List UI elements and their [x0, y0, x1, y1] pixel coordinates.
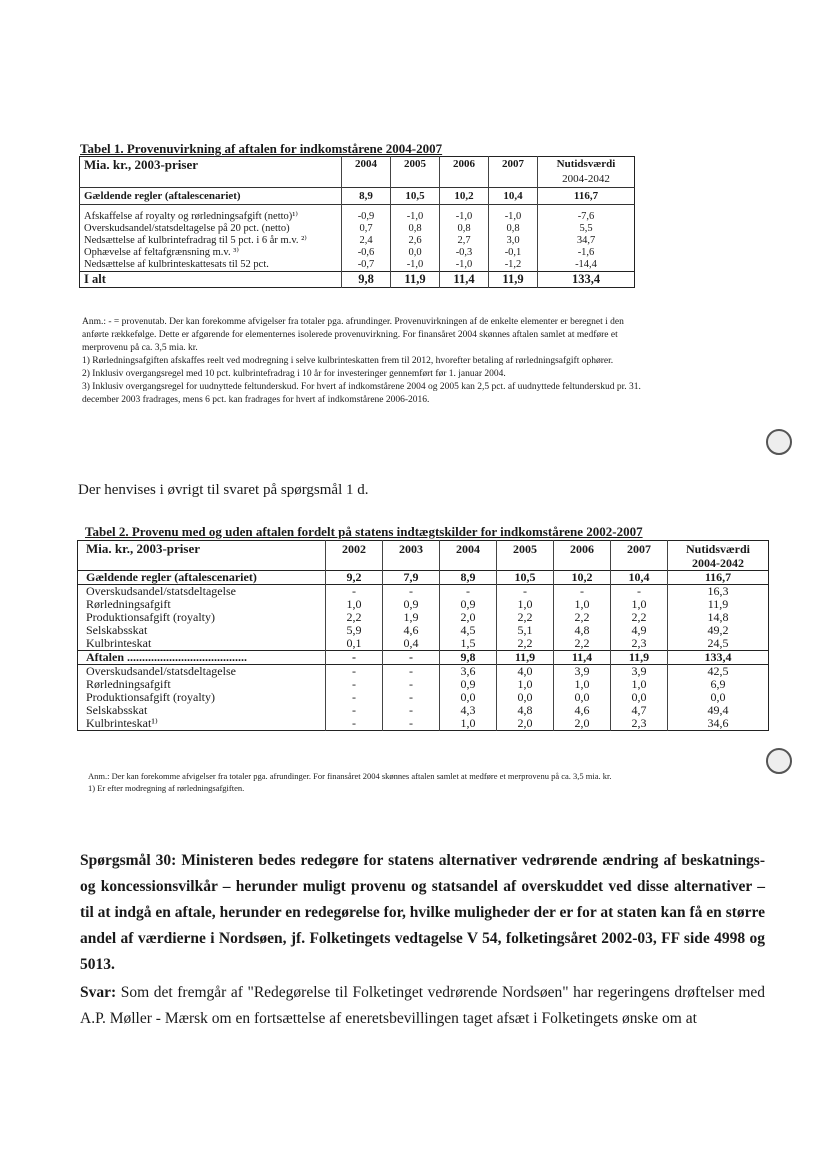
table1-cell: 10,2 — [440, 188, 489, 205]
table2-cell: - — [611, 585, 668, 599]
table2-cell: 0,9 — [383, 598, 440, 611]
row-label: Produktionsafgift (royalty) — [86, 690, 215, 704]
table1-cell: 5,5 — [538, 223, 635, 235]
table2-cell: - — [440, 585, 497, 599]
table2-year: 2003 — [383, 541, 440, 558]
table2-cell: - — [326, 717, 383, 731]
table1-cell: 0,8 — [391, 223, 440, 235]
table2-cell: 16,3 — [668, 585, 769, 599]
answer-text: Som det fremgår af "Redegørelse til Folketinget vedrørende Nordsøen" har regeringens drøftelser med A.P. Møller - Mærsk om en fortsættelse af eneretsbevillingen taget afsæt i Folketingets ønske om at — [80, 984, 766, 1027]
table2-cell: - — [383, 665, 440, 679]
table2-cell: 0,0 — [668, 691, 769, 704]
table1-cell: -7,6 — [538, 211, 635, 223]
table1-year: 2007 — [489, 157, 538, 173]
row-label: Overskudsandel/statsdeltagelse — [78, 585, 326, 599]
table-row — [80, 247, 635, 259]
table1-cell: 10,5 — [391, 188, 440, 205]
table1-cell: 2,4 — [342, 235, 391, 247]
note: 3) Inklusiv overgangsregel for uudnyttede feltunderskud. For hvert af indkomstårene 2004 og 2005 kan 2,5 pct. af uudnyttede feltunderskud pr. 31. december 2003 fradrages, mens 6 pct. kan fradrages for hvert af indkomstårene 2006-2016. — [82, 382, 641, 405]
table2-cell: - — [383, 691, 440, 704]
table2-cell: 49,2 — [668, 624, 769, 637]
table2-cell: 14,8 — [668, 611, 769, 624]
table2-cell: 11,9 — [497, 651, 554, 665]
table2-cell: 1,0 — [554, 598, 611, 611]
table2-cell: 11,9 — [668, 598, 769, 611]
table2-cell: 2,2 — [554, 637, 611, 651]
table1-cell: -1,0 — [440, 259, 489, 272]
table1-cell: 3,0 — [489, 235, 538, 247]
table1-cell: 2,7 — [440, 235, 489, 247]
table1-year: 2005 — [391, 157, 440, 173]
table1-cell: 0,7 — [342, 223, 391, 235]
table1-cell: 0,8 — [489, 223, 538, 235]
table2-cell: 3,9 — [554, 665, 611, 679]
table2-cell: 4,5 — [440, 624, 497, 637]
table2-cell: 2,0 — [497, 717, 554, 731]
table2-cell: - — [383, 717, 440, 731]
table-row — [80, 223, 635, 235]
table1-cell: 11,4 — [440, 272, 489, 288]
table2-cell: 2,0 — [440, 611, 497, 624]
table2-year: 2006 — [554, 541, 611, 558]
table1-cell: 0,0 — [391, 247, 440, 259]
table1-cell: -1,0 — [391, 259, 440, 272]
table2-cell: 2,3 — [611, 637, 668, 651]
note: Anm.: Der kan forekomme afvigelser fra totaler pga. afrundinger. For finansåret 2004 skønnes aftalen samlet at medføre et merprovenu på ca. 3,5 mia. kr. — [88, 771, 612, 781]
table2-cell: 5,1 — [497, 624, 554, 637]
table2-cell: - — [497, 585, 554, 599]
table1-total-row — [80, 272, 635, 288]
table2-cell: 1,0 — [611, 678, 668, 691]
table2-cell: 0,0 — [611, 691, 668, 704]
table2-cell: - — [383, 678, 440, 691]
table1-year: 2006 — [440, 157, 489, 173]
table2-cell: 8,9 — [440, 571, 497, 585]
table1-cell: 2,6 — [391, 235, 440, 247]
row-label: Kulbrinteskat¹⁾ — [86, 716, 158, 730]
table2-cell: 0,0 — [440, 691, 497, 704]
table2-cell: 0,9 — [440, 598, 497, 611]
table2-cell: - — [326, 585, 383, 599]
table1-cell: -1,6 — [538, 247, 635, 259]
table1-year: 2004 — [342, 157, 391, 173]
table2-cell: 4,7 — [611, 704, 668, 717]
punch-hole-icon — [766, 429, 792, 455]
table-row — [78, 717, 769, 731]
row-label: Produktionsafgift (royalty) — [86, 610, 215, 624]
table2-cell: 1,0 — [611, 598, 668, 611]
table-row — [78, 585, 769, 599]
table1-cell: 8,9 — [342, 188, 391, 205]
row-label: Nedsættelse af kulbrintefradrag til 5 pct. i 6 år m.v. ²⁾ — [84, 235, 307, 246]
table2-cell: - — [383, 651, 440, 665]
table2-cell: 1,0 — [497, 598, 554, 611]
table2-notes — [88, 770, 778, 794]
row-label: Kulbrinteskat — [86, 636, 152, 650]
table-row — [78, 611, 769, 624]
row-label: Overskudsandel/statsdeltagelse på 20 pct. (netto) — [84, 223, 290, 234]
table1-cell: 11,9 — [391, 272, 440, 288]
table2-cell: 2,2 — [554, 611, 611, 624]
table2-cell: 4,3 — [440, 704, 497, 717]
question-30: Spørgsmål 30: Ministeren bedes redegøre for statens alternativer vedrørende ændring af beskatnings- og koncessionsvilkår – herunder muligt provenu og statsandel af overskuddet ved disse alternativer – til at indgå en aftale, herunder en redegørelse for, hvilke muligheder der er for at staten kan få en større andel af værdierne i Nordsøen, jf. Folketingets vedtagelse V 54, folketingsåret 2002-03, FF side 4998 og 5013. — [80, 852, 765, 973]
table2-agreement-label: Aftalen ........................................ — [78, 651, 326, 665]
table1-cell: -0,7 — [342, 259, 391, 272]
table2-cell: 4,9 — [611, 624, 668, 637]
table2-cell: 2,2 — [326, 611, 383, 624]
table1-cell: 116,7 — [538, 188, 635, 205]
table2-cell: 24,5 — [668, 637, 769, 651]
table2-year: 2002 — [326, 541, 383, 558]
table2-cell: 42,5 — [668, 665, 769, 679]
table2-cell: 11,9 — [611, 651, 668, 665]
table1-cell: -0,3 — [440, 247, 489, 259]
table2-cell: 10,4 — [611, 571, 668, 585]
table2-cell: 116,7 — [668, 571, 769, 585]
table2-cell: 11,4 — [554, 651, 611, 665]
table1-current-rules-label: Gældende regler (aftalescenariet) — [80, 188, 342, 205]
table1-cell: 9,8 — [342, 272, 391, 288]
table2-cell: 9,2 — [326, 571, 383, 585]
table2-year: 2005 — [497, 541, 554, 558]
table1-total-label: I alt — [80, 272, 342, 288]
answer — [80, 980, 765, 1032]
table2-cell: 1,5 — [440, 637, 497, 651]
table-row — [80, 211, 635, 223]
table-row — [78, 665, 769, 679]
row-label: Rørledningsafgift — [86, 597, 171, 611]
row-label: Rørledningsafgift — [86, 677, 171, 691]
table2-cell: 2,2 — [497, 637, 554, 651]
note: Anm.: - = provenutab. Der kan forekomme afvigelser fra totaler pga. afrundinger. Provenuvirkningen af de enkelte elementer er beregnet i den anførte rækkefølge. Dette er afgørende for elementernes isolerede provenuvirkning. For finansåret 2004 skønnes aftalen samlet at medføre et merprovenu på ca. 3,5 mia. kr. — [82, 317, 624, 353]
row-label: Afskaffelse af royalty og rørledningsafgift (netto)¹⁾ — [84, 211, 299, 222]
row-label: Nedsættelse af kulbrinteskattesats til 52 pct. — [84, 259, 269, 270]
answer-label: Svar: — [80, 984, 117, 1001]
table-row — [78, 624, 769, 637]
table2-cell: 3,9 — [611, 665, 668, 679]
table2-cell: 9,8 — [440, 651, 497, 665]
table1-cell: -1,2 — [489, 259, 538, 272]
table2-cell: - — [326, 691, 383, 704]
table2-cell: 1,0 — [326, 598, 383, 611]
table2-cell: 0,9 — [440, 678, 497, 691]
table2-cell: 3,6 — [440, 665, 497, 679]
table2-cell: - — [383, 704, 440, 717]
row-label: Selskabsskat — [86, 623, 148, 637]
table2-cell: 4,0 — [497, 665, 554, 679]
table1-pv-label: Nutidsværdi — [538, 157, 635, 173]
table1 — [79, 156, 635, 288]
note: 1) Rørledningsafgiften afskaffes reelt ved modregning i selve kulbrinteskatten frem til 2012, hvorefter betaling af rørledningsafgift ophører. — [82, 356, 614, 366]
table-row — [78, 691, 769, 704]
table2-cell: - — [554, 585, 611, 599]
reference-text: Der henvises i øvrigt til svaret på spørgsmål 1 d. — [78, 482, 369, 498]
row-label: Ophævelse af feltafgrænsning m.v. ³⁾ — [84, 247, 239, 258]
table2-cell: 6,9 — [668, 678, 769, 691]
note: 2) Inklusiv overgangsregel med 10 pct. kulbrintefradrag i 10 år for investeringer gennemført før 1. januar 2004. — [82, 369, 506, 379]
table1-cell: -1,0 — [489, 211, 538, 223]
table2-cell: 0,1 — [326, 637, 383, 651]
table2-cell: 1,0 — [554, 678, 611, 691]
table2-cell: 1,9 — [383, 611, 440, 624]
table2-cell: 7,9 — [383, 571, 440, 585]
table2-pv-period: 2004-2042 — [668, 557, 769, 571]
table2-cell: 49,4 — [668, 704, 769, 717]
table2-current-rules-label: Gældende regler (aftalescenariet) — [78, 571, 326, 585]
table2-cell: 2,2 — [611, 611, 668, 624]
table2-year: 2007 — [611, 541, 668, 558]
table2-cell: 2,0 — [554, 717, 611, 731]
table1-cell: -1,0 — [391, 211, 440, 223]
table2-cell: 10,2 — [554, 571, 611, 585]
table-row — [78, 637, 769, 651]
table1-cell: 34,7 — [538, 235, 635, 247]
table2-cell: 4,6 — [383, 624, 440, 637]
table2-cell: 10,5 — [497, 571, 554, 585]
table2-cell: - — [326, 704, 383, 717]
table2-cell: - — [326, 651, 383, 665]
table2-cell: 4,8 — [554, 624, 611, 637]
table1-pv-period: 2004-2042 — [538, 172, 635, 188]
row-label: Overskudsandel/statsdeltagelse — [78, 665, 326, 679]
table2-cell: 0,4 — [383, 637, 440, 651]
table2-cell: - — [326, 678, 383, 691]
table1-cell: -0,6 — [342, 247, 391, 259]
table2-cell: 4,8 — [497, 704, 554, 717]
table1-cell: 10,4 — [489, 188, 538, 205]
table2-cell: 34,6 — [668, 717, 769, 731]
table1-header-label: Mia. kr., 2003-priser — [84, 157, 198, 172]
table2-cell: 0,0 — [497, 691, 554, 704]
table1-cell: 133,4 — [538, 272, 635, 288]
table2-cell: 0,0 — [554, 691, 611, 704]
row-label: Selskabsskat — [86, 703, 148, 717]
table1-title: Tabel 1. Provenuvirkning af aftalen for indkomstårene 2004-2007 — [80, 141, 443, 156]
table2-header-label: Mia. kr., 2003-priser — [86, 541, 200, 556]
table2 — [77, 540, 769, 731]
table2-title: Tabel 2. Provenu med og uden aftalen fordelt på statens indtægtskilder for indkomstårene 2002-2007 — [85, 524, 643, 539]
table2-cell: 2,2 — [497, 611, 554, 624]
table1-cell: -0,1 — [489, 247, 538, 259]
table2-cell: 1,0 — [497, 678, 554, 691]
table2-cell: 5,9 — [326, 624, 383, 637]
table2-cell: - — [326, 665, 383, 679]
table1-cell: -14,4 — [538, 259, 635, 272]
table-row — [80, 235, 635, 247]
table-row — [78, 704, 769, 717]
table2-cell: - — [383, 585, 440, 599]
table2-pv-label: Nutidsværdi — [668, 541, 769, 558]
table2-year: 2004 — [440, 541, 497, 558]
table1-cell: 0,8 — [440, 223, 489, 235]
table1-cell: -1,0 — [440, 211, 489, 223]
table-row — [80, 259, 635, 272]
table2-cell: 133,4 — [668, 651, 769, 665]
note: 1) Er efter modregning af rørledningsafgiften. — [88, 783, 245, 793]
table1-cell: 11,9 — [489, 272, 538, 288]
table2-cell: 2,3 — [611, 717, 668, 731]
table1-notes — [82, 316, 642, 407]
table1-cell: -0,9 — [342, 211, 391, 223]
table2-cell: 4,6 — [554, 704, 611, 717]
table2-cell: 1,0 — [440, 717, 497, 731]
